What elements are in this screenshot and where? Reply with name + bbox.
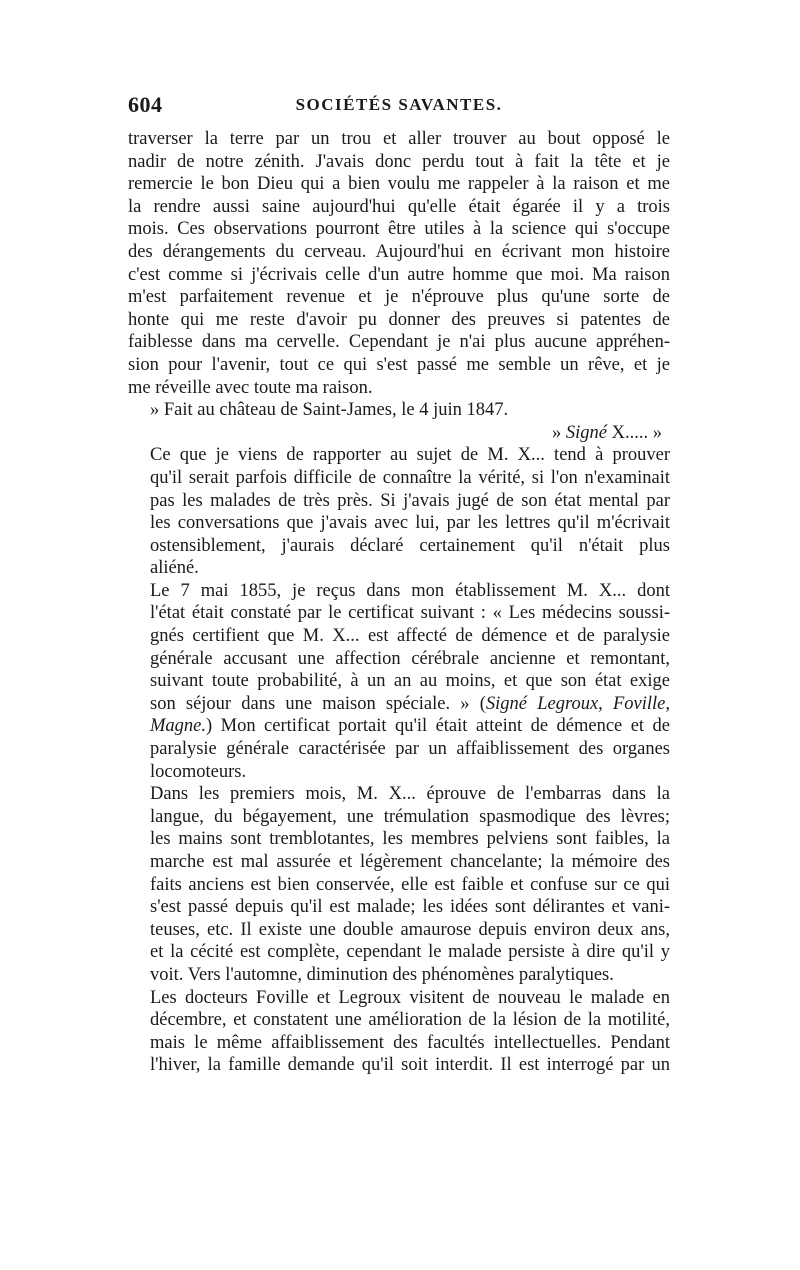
text-line: l'hiver, la famille demande qu'il soit interdit. Il est interrogé par un [150, 1055, 670, 1076]
dateline: » Fait au château de Saint-James, le 4 juin 1847. [150, 400, 509, 421]
running-head: SOCIÉTÉS SAVANTES. [295, 95, 503, 114]
text-line: traverser la terre par un trou et aller trouver au bout opposé le [128, 129, 670, 149]
text-line: faits anciens est bien conservée, elle est faible et confuse sur ce qui [150, 874, 670, 895]
text-line: et la cécité est complète, cependant le malade persiste à dire qu'il y [150, 942, 670, 963]
text-line: aliéné. [150, 558, 199, 579]
paragraph [128, 783, 670, 986]
text-line: les conversations que j'avais avec lui, par les lettres qu'il m'écrivait [150, 513, 670, 534]
text-line: s'est passé depuis qu'il est malade; les idées sont délirantes et vani- [150, 897, 670, 918]
text-line: son séjour dans une maison spéciale. » (Signé Legroux, Foville, [150, 693, 670, 714]
text-line: nadir de notre zénith. J'avais donc perdu tout à fait la tête et je [128, 151, 670, 172]
text-line: c'est comme si j'écrivais celle d'un autre homme que moi. Ma raison [128, 264, 670, 285]
text-line: marche est mal assurée et légèrement chancelante; la mémoire des [150, 852, 670, 872]
text-line: honte qui me reste d'avoir pu donner des preuves si patentes de [128, 309, 670, 330]
text-line: me réveille avec toute ma raison. [128, 377, 373, 398]
text-line: Le 7 mai 1855, je reçus dans mon établissement M. X... dont [150, 580, 670, 601]
text-line: remercie le bon Dieu qui a bien voulu me rappeler à la raison et me [128, 174, 670, 195]
paragraph [128, 444, 670, 580]
text-line: qu'il serait parfois difficile de connaître la vérité, si l'on n'examinait [150, 467, 670, 488]
page-header [128, 92, 670, 120]
text-line: sion pour l'avenir, tout ce qui s'est passé me semble un rêve, et je [128, 354, 670, 375]
text-line: ostensiblement, j'aurais déclaré certainement qu'il n'était plus [150, 535, 670, 556]
text-line: l'état était constaté par le certificat suivant : « Les médecins soussi- [150, 603, 670, 624]
text-line: Magne.) Mon certificat portait qu'il était atteint de démence et de [150, 716, 670, 737]
paragraph-letter-end [128, 128, 670, 399]
text-line: locomoteurs. [150, 761, 247, 782]
paragraph-signature [128, 422, 670, 445]
text-line: les mains sont tremblotantes, les membres pelviens sont faibles, la [150, 829, 670, 850]
text-line: des dérangements du cerveau. Aujourd'hui en écrivant mon histoire [128, 241, 670, 262]
paragraph [128, 580, 670, 783]
text-line: teuses, etc. Il existe une double amaurose depuis environ deux ans, [150, 919, 670, 940]
paragraph [128, 987, 670, 1077]
text-line: pas les malades de très près. Si j'avais jugé de son état mental par [150, 490, 670, 511]
text-line: Ce que je viens de rapporter au sujet de M. X... tend à prouver [150, 445, 670, 466]
text-line: mais le même affaiblissement des facultés intellectuelles. Pendant [150, 1032, 670, 1053]
text-line: gnés certifient que M. X... est affecté de démence et de paralysie [150, 626, 670, 647]
text-line: générale accusant une affection cérébrale ancienne et remontant, [150, 648, 670, 669]
text-line: décembre, et constatent une amélioration de la lésion de la motilité, [150, 1010, 670, 1031]
paragraph-dateline [128, 399, 670, 422]
text-line: faiblesse dans ma cervelle. Cependant je n'ai plus aucune appréhen- [128, 332, 670, 353]
text-line: la rendre aussi saine aujourd'hui qu'elle était égarée il y a trois [128, 196, 670, 217]
body-text [128, 128, 670, 1077]
text-line: voit. Vers l'automne, diminution des phénomènes paralytiques. [150, 964, 614, 985]
text-line: Les docteurs Foville et Legroux visitent de nouveau le malade en [150, 987, 670, 1008]
text-line: m'est parfaitement revenue et je n'éprouve plus qu'une sorte de [128, 287, 670, 308]
text-line: suivant toute probabilité, à un an au moins, et que son état exige [150, 671, 670, 692]
signature-line: » Signé X..... » [552, 422, 662, 443]
page-number: 604 [128, 92, 163, 117]
text-line: Dans les premiers mois, M. X... éprouve de l'embarras dans la [150, 784, 670, 805]
text-line: paralysie générale caractérisée par un affaiblissement des organes [150, 739, 670, 760]
text-line: langue, du bégayement, une trémulation spasmodique des lèvres; [150, 806, 670, 827]
text-line: mois. Ces observations pourront être utiles à la science qui s'occupe [128, 219, 670, 240]
